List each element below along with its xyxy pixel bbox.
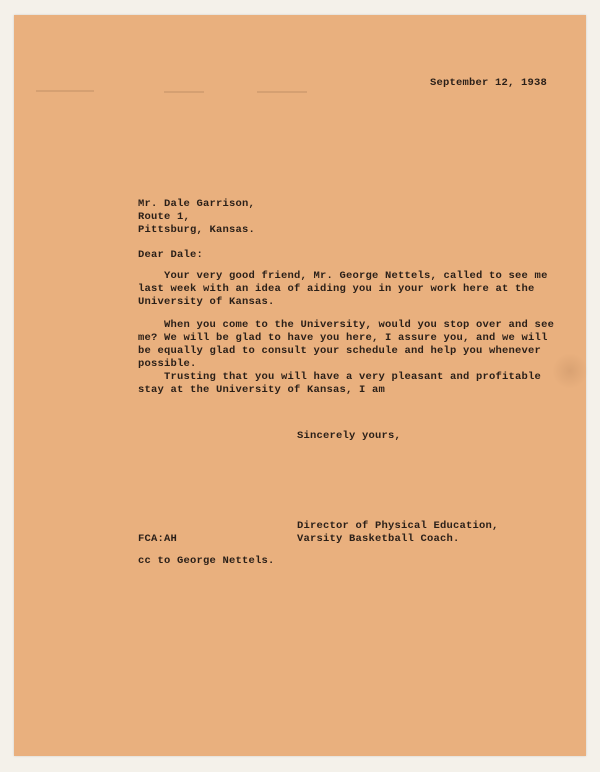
- body-line: me? We will be glad to have you here, I assure you, and we will: [138, 332, 548, 344]
- body-line: Trusting that you will have a very pleasant and profitable: [138, 371, 542, 383]
- signature-title: Varsity Basketball Coach.: [297, 533, 460, 545]
- typist-initials: FCA:AH: [138, 533, 178, 545]
- body-line: last week with an idea of aiding you in your work here at the: [138, 283, 535, 295]
- body-line: When you come to the University, would you stop over and see: [138, 319, 555, 331]
- salutation: Dear Dale:: [138, 249, 204, 261]
- letter-page: [14, 15, 586, 756]
- faint-mark: [257, 91, 307, 93]
- carbon-copy-note: cc to George Nettels.: [138, 555, 275, 567]
- body-line: Your very good friend, Mr. George Nettels, called to see me: [138, 270, 548, 282]
- signature-title: Director of Physical Education,: [297, 520, 499, 532]
- addressee-name: Mr. Dale Garrison,: [138, 198, 256, 210]
- body-line: possible.: [138, 358, 197, 370]
- faint-mark: [164, 91, 204, 93]
- addressee-city: Pittsburg, Kansas.: [138, 224, 256, 236]
- paper-stain: [552, 353, 588, 389]
- closing: Sincerely yours,: [297, 430, 402, 442]
- addressee-street: Route 1,: [138, 211, 191, 223]
- letter-date: September 12, 1938: [430, 77, 548, 89]
- body-line: be equally glad to consult your schedule and help you whenever: [138, 345, 542, 357]
- faint-mark: [36, 90, 94, 92]
- body-line: University of Kansas.: [138, 296, 275, 308]
- body-line: stay at the University of Kansas, I am: [138, 384, 386, 396]
